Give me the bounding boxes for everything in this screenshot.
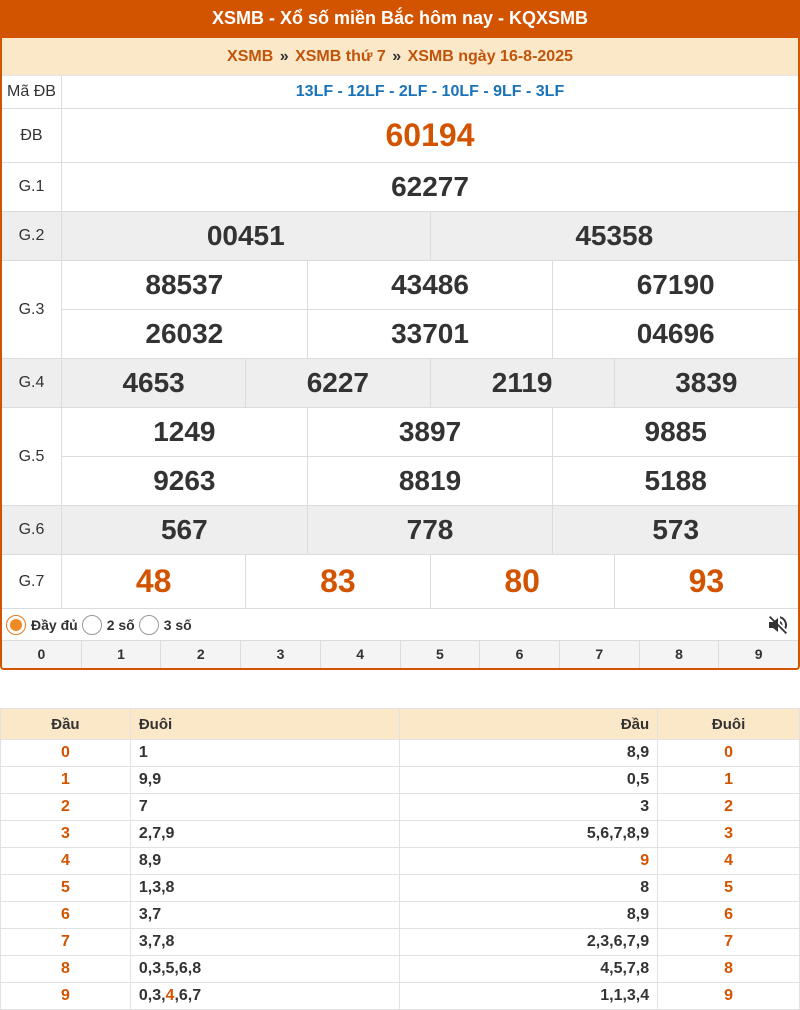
prize-g1: 62277 — [391, 171, 469, 202]
duoi-cell: 2,7,9 — [130, 821, 400, 848]
prize-g7: 83 — [245, 555, 429, 608]
breadcrumb-xsmb[interactable]: XSMB — [227, 48, 274, 65]
dau-cell: 9 — [1, 983, 131, 1010]
duoi-cell: 3,7 — [130, 902, 400, 929]
duoi-right-cell: 8 — [658, 956, 800, 983]
dau-right-cell: 0,5 — [400, 767, 658, 794]
dau-cell: 1 — [1, 767, 131, 794]
row-g4 — [2, 359, 798, 408]
prize-g5: 1249 — [153, 416, 216, 447]
digit-filter-9[interactable]: 9 — [718, 641, 798, 669]
duoi-right-cell: 3 — [658, 821, 800, 848]
duoi-cell: 1,3,8 — [130, 875, 400, 902]
duoi-cell: 7 — [130, 794, 400, 821]
label-g4: G.4 — [2, 359, 62, 407]
dau-right-cell: 1,1,3,4 — [400, 983, 658, 1010]
table-row — [1, 767, 800, 794]
special-prize: 60194 — [385, 117, 475, 153]
table-row — [1, 821, 800, 848]
duoi-right-cell: 5 — [658, 875, 800, 902]
prize-g6: 778 — [307, 506, 553, 554]
duoi-right-cell: 6 — [658, 902, 800, 929]
dau-cell: 3 — [1, 821, 131, 848]
prize-g5: 8819 — [307, 457, 553, 505]
duoi-right-cell: 7 — [658, 929, 800, 956]
dau-cell: 4 — [1, 848, 131, 875]
prize-g3: 04696 — [552, 310, 798, 358]
row-g6 — [2, 506, 798, 555]
display-options — [2, 609, 798, 641]
breadcrumb-xsmb-date[interactable]: XSMB ngày 16-8-2025 — [407, 48, 573, 65]
dau-right-cell: 5,6,7,8,9 — [400, 821, 658, 848]
label-g3: G.3 — [2, 261, 62, 358]
option-2-so-label: 2 số — [106, 616, 135, 633]
row-g2 — [2, 212, 798, 261]
prize-g5: 5188 — [552, 457, 798, 505]
dau-right-cell: 8,9 — [400, 740, 658, 767]
dau-right-cell: 3 — [400, 794, 658, 821]
digit-filter-5[interactable]: 5 — [400, 641, 480, 669]
mute-speaker-icon[interactable] — [766, 613, 790, 637]
dau-right-cell: 8 — [400, 875, 658, 902]
dau-right-cell: 2,3,6,7,9 — [400, 929, 658, 956]
prize-g7: 80 — [430, 555, 614, 608]
digit-filter-bar — [2, 641, 798, 669]
digit-filter-4[interactable]: 4 — [320, 641, 400, 669]
digit-filter-7[interactable]: 7 — [559, 641, 639, 669]
header-duoi: Đuôi — [130, 709, 400, 740]
digit-filter-1[interactable]: 1 — [81, 641, 161, 669]
breadcrumb — [2, 38, 798, 76]
duoi-cell: 9,9 — [130, 767, 400, 794]
breadcrumb-separator: » — [392, 48, 402, 65]
row-ma-db — [2, 76, 798, 109]
duoi-highlight: 4 — [165, 987, 175, 1004]
prize-g2: 00451 — [206, 220, 285, 251]
duoi-right-cell: 2 — [658, 794, 800, 821]
loto-table — [0, 708, 800, 1010]
header-dau: Đầu — [1, 709, 131, 740]
duoi-cell: 3,7,8 — [130, 929, 400, 956]
option-full-label: Đầy đủ — [31, 616, 78, 633]
digit-filter-8[interactable]: 8 — [639, 641, 719, 669]
dau-cell: 6 — [1, 902, 131, 929]
table-row — [1, 794, 800, 821]
dau-cell: 0 — [1, 740, 131, 767]
option-full[interactable] — [6, 615, 78, 635]
dau-right-cell: 4,5,7,8 — [400, 956, 658, 983]
page-title: XSMB - Xổ số miền Bắc hôm nay - KQXSMB — [2, 0, 798, 38]
ma-db-value: 13LF - 12LF - 2LF - 10LF - 9LF - 3LF — [295, 83, 565, 100]
duoi-right-cell: 0 — [658, 740, 800, 767]
dau-cell: 5 — [1, 875, 131, 902]
label-g6: G.6 — [2, 506, 62, 554]
radio-full[interactable] — [6, 615, 26, 635]
prize-g5: 3897 — [307, 408, 553, 456]
digit-filter-2[interactable]: 2 — [160, 641, 240, 669]
prize-g3: 67190 — [552, 261, 798, 309]
table-row — [1, 740, 800, 767]
duoi-right-cell: 4 — [658, 848, 800, 875]
prize-g5: 9885 — [552, 408, 798, 456]
duoi-cell: 8,9 — [130, 848, 400, 875]
dau-cell: 7 — [1, 929, 131, 956]
duoi-cell: 0,3,5,6,8 — [130, 956, 400, 983]
digit-filter-3[interactable]: 3 — [240, 641, 320, 669]
prize-g5: 9263 — [153, 465, 216, 496]
table-row — [1, 929, 800, 956]
loto-header-row — [1, 709, 800, 740]
prize-g3: 26032 — [145, 318, 224, 349]
prize-g4: 6227 — [245, 359, 429, 407]
table-row — [1, 848, 800, 875]
prize-g7: 93 — [614, 555, 798, 608]
table-row — [1, 983, 800, 1010]
breadcrumb-separator: » — [279, 48, 289, 65]
label-db: ĐB — [2, 109, 62, 162]
duoi-part: ,6,7 — [174, 987, 202, 1004]
prize-g3: 43486 — [307, 261, 553, 309]
digit-filter-6[interactable]: 6 — [479, 641, 559, 669]
duoi-cell — [130, 983, 400, 1010]
table-row — [1, 875, 800, 902]
radio-2-so[interactable] — [82, 615, 102, 635]
label-ma-db: Mã ĐB — [2, 76, 62, 108]
table-row — [1, 902, 800, 929]
row-g3 — [2, 261, 798, 359]
prize-g3: 88537 — [145, 269, 224, 300]
prize-g7: 48 — [135, 563, 172, 599]
prize-g2: 45358 — [430, 212, 799, 260]
row-g5 — [2, 408, 798, 506]
option-3-so-label: 3 số — [163, 616, 192, 633]
label-g5: G.5 — [2, 408, 62, 505]
option-3-so[interactable] — [139, 615, 192, 635]
row-db — [2, 109, 798, 163]
dau-right-cell: 8,9 — [400, 902, 658, 929]
table-row — [1, 956, 800, 983]
prize-g6: 573 — [552, 506, 798, 554]
option-2-so[interactable] — [82, 615, 135, 635]
prize-g4: 3839 — [614, 359, 798, 407]
duoi-cell: 1 — [130, 740, 400, 767]
prize-g6: 567 — [160, 514, 208, 545]
dau-right-cell: 9 — [400, 848, 658, 875]
duoi-part: 0,3, — [138, 987, 166, 1004]
radio-3-so[interactable] — [139, 615, 159, 635]
label-g7: G.7 — [2, 555, 62, 608]
duoi-right-cell: 9 — [658, 983, 800, 1010]
prize-g3: 33701 — [307, 310, 553, 358]
duoi-right-cell: 1 — [658, 767, 800, 794]
dau-cell: 8 — [1, 956, 131, 983]
dau-cell: 2 — [1, 794, 131, 821]
digit-filter-0[interactable]: 0 — [37, 646, 46, 662]
header-duoi-right: Đuôi — [658, 709, 800, 740]
label-g2: G.2 — [2, 212, 62, 260]
prize-g4: 2119 — [430, 359, 614, 407]
row-g7 — [2, 555, 798, 609]
row-g1 — [2, 163, 798, 212]
breadcrumb-xsmb-thu-7[interactable]: XSMB thứ 7 — [295, 48, 386, 65]
prize-g4: 4653 — [122, 367, 185, 398]
label-g1: G.1 — [2, 163, 62, 211]
header-dau-right: Đầu — [400, 709, 658, 740]
